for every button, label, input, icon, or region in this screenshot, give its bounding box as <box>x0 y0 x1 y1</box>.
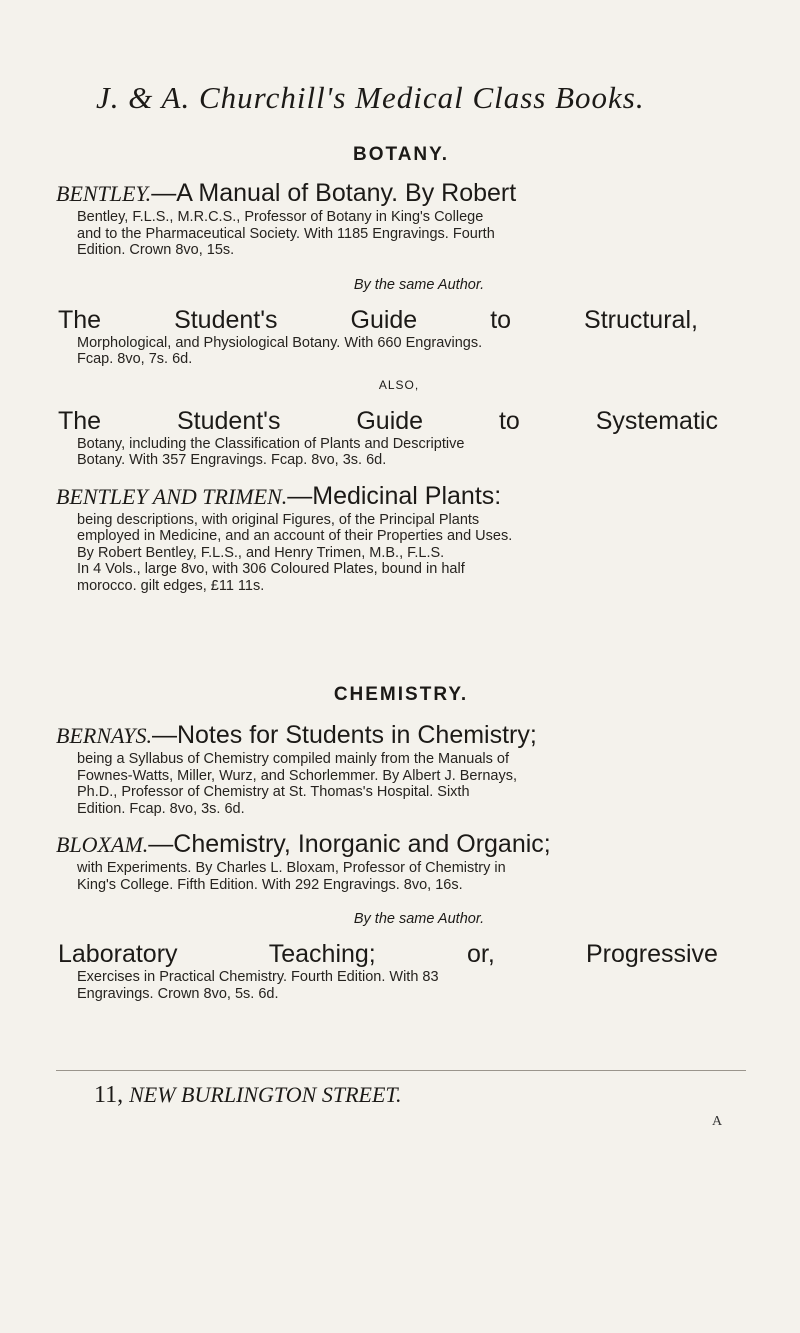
title-word: to <box>490 305 512 334</box>
entry-title-text: —Medicinal Plants: <box>287 481 502 510</box>
section-heading-botany: BOTANY. <box>353 144 449 165</box>
entry-description <box>77 751 742 817</box>
also-note: ALSO, <box>378 377 420 392</box>
description-line: By Robert Bentley, F.L.S., and Henry Trimen, M.B., F.L.S. <box>77 544 445 561</box>
entry-bernays-notes <box>56 720 742 817</box>
title-word: Guide <box>356 406 424 435</box>
description-line: and to the Pharmaceutical Society. With 1185 Engravings. Fourth <box>77 225 495 242</box>
title-word: The <box>58 406 102 435</box>
entry-laboratory-teaching <box>56 939 742 1002</box>
entry-title <box>56 720 742 751</box>
description-line: Fcap. 8vo, 7s. 6d. <box>77 351 193 367</box>
title-word: Structural, <box>584 305 698 334</box>
running-head: J. & A. Churchill's Medical Class Books. <box>96 80 645 115</box>
description-line: Fownes-Watts, Miller, Wurz, and Schorlemmer. By Albert J. Bernays, <box>77 767 517 784</box>
title-word: Guide <box>350 305 418 334</box>
title-word: Student's <box>176 406 281 435</box>
signature-mark: A <box>712 1114 723 1129</box>
section-heading-chemistry: CHEMISTRY. <box>333 684 469 705</box>
entry-students-guide-structural <box>56 305 742 368</box>
entry-bentley-manual <box>56 178 742 259</box>
entry-title <box>58 406 718 436</box>
title-word: or, <box>466 940 495 968</box>
description-line: Botany. With 357 Engravings. Fcap. 8vo, 3s. 6d. <box>77 452 387 468</box>
entry-title-text: —Notes for Students in Chemistry; <box>151 721 537 749</box>
entry-title <box>56 481 742 512</box>
footer-rule <box>56 1070 746 1071</box>
by-same-author-note: By the same Author. <box>353 276 485 293</box>
entry-description <box>77 860 742 893</box>
description-line: Bentley, F.L.S., M.R.C.S., Professor of Botany in King's College <box>77 209 484 225</box>
title-word: The <box>58 305 102 334</box>
entry-title <box>58 939 718 969</box>
footer-address <box>94 1082 402 1109</box>
entry-description <box>77 512 742 595</box>
title-word: Progressive <box>585 940 718 968</box>
entry-title <box>56 178 742 209</box>
description-line: Ph.D., Professor of Chemistry at St. Thomas's Hospital. Sixth <box>77 784 470 800</box>
description-line: morocco. gilt edges, £11 11s. <box>77 577 265 594</box>
title-word: to <box>498 406 520 435</box>
entry-bloxam-chemistry <box>56 829 742 893</box>
description-line: King's College. Fifth Edition. With 292 Engravings. 8vo, 16s. <box>77 876 463 893</box>
entry-author: BENTLEY AND TRIMEN. <box>56 483 288 509</box>
footer-number: 11, <box>94 1082 124 1108</box>
title-word: Student's <box>174 305 278 334</box>
entry-title-text: —Chemistry, Inorganic and Organic; <box>148 830 551 858</box>
description-line: Edition. Fcap. 8vo, 3s. 6d. <box>77 800 245 817</box>
entry-title-text: —A Manual of Botany. By Robert <box>151 179 517 207</box>
description-line: In 4 Vols., large 8vo, with 306 Coloured Plates, bound in half <box>77 561 465 577</box>
entry-medicinal-plants <box>56 481 742 595</box>
description-line: Morphological, and Physiological Botany. With 660 Engravings. <box>77 334 483 351</box>
description-line: Botany, including the Classification of Plants and Descriptive <box>77 435 465 452</box>
entry-title <box>56 829 742 860</box>
entry-description <box>77 335 742 368</box>
entry-description <box>77 209 742 259</box>
footer-street: NEW BURLINGTON STREET. <box>129 1082 402 1107</box>
entry-author: BLOXAM. <box>56 832 149 857</box>
description-line: Exercises in Practical Chemistry. Fourth Edition. With 83 <box>77 969 439 985</box>
title-word: Laboratory <box>58 940 178 968</box>
description-line: employed in Medicine, and an account of their Properties and Uses. <box>77 528 513 544</box>
description-line: Engravings. Crown 8vo, 5s. 6d. <box>77 985 279 1002</box>
description-line: being descriptions, with original Figures, of the Principal Plants <box>77 511 480 528</box>
entry-description <box>77 436 742 469</box>
entry-author: BENTLEY. <box>56 181 152 206</box>
description-line: being a Syllabus of Chemistry compiled mainly from the Manuals of <box>77 751 509 767</box>
entry-description <box>77 969 742 1002</box>
entry-title <box>58 305 698 335</box>
title-word: Teaching; <box>268 940 376 968</box>
entry-author: BERNAYS. <box>56 723 152 748</box>
title-word: Systematic <box>595 406 718 435</box>
description-line: Edition. Crown 8vo, 15s. <box>77 242 235 258</box>
description-line: with Experiments. By Charles L. Bloxam, Professor of Chemistry in <box>77 860 506 876</box>
entry-students-guide-systematic <box>56 406 742 469</box>
by-same-author-note: By the same Author. <box>353 911 485 927</box>
